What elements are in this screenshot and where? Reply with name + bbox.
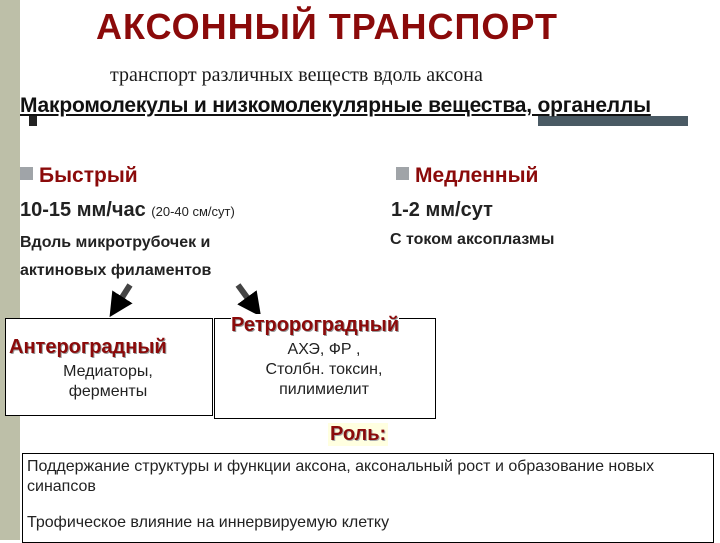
slow-path: С током аксоплазмы	[390, 231, 555, 248]
retrograde-line3: пилимиелит	[279, 381, 369, 398]
retrograde-line1: АХЭ, ФР ,	[287, 341, 361, 358]
anterograde-body	[5, 362, 211, 402]
fast-heading	[20, 164, 138, 188]
retrograde-line2: Столбн. токсин,	[265, 361, 383, 378]
role-item-2: Трофическое влияние на иннервируемую клетку	[27, 514, 390, 531]
anterograde-heading: Антероградный	[9, 336, 167, 358]
fast-speed-line	[20, 199, 235, 222]
fast-path-line1: Вдоль микротрубочек и	[20, 234, 211, 251]
fast-path	[20, 229, 211, 285]
bullet-icon	[20, 167, 33, 180]
down-left-arrow-icon	[116, 285, 130, 307]
fast-label: Быстрый	[39, 164, 138, 187]
slow-speed: 1-2 мм/сут	[391, 199, 493, 221]
anterograde-line1: Медиаторы,	[63, 363, 153, 380]
fast-speed: 10-15 мм/час	[20, 199, 146, 221]
slide-sidebar	[0, 0, 20, 540]
bullet-icon	[396, 167, 409, 180]
down-right-arrow-icon	[238, 285, 254, 307]
role-item-1: Поддержание структуры и функции аксона, аксональный рост и образование новых синапсов	[27, 458, 655, 495]
anterograde-line2: ферменты	[68, 383, 148, 400]
fast-path-line2: актиновых филаментов	[20, 262, 212, 279]
slow-heading	[396, 164, 538, 188]
retrograde-heading: Ретророградный	[231, 314, 400, 336]
fast-speed-note: (20-40 см/сут)	[151, 204, 235, 219]
role-description	[22, 453, 714, 543]
slide-subheading: Макромолекулы и низкомолекулярные вещества, органеллы	[20, 94, 651, 117]
role-heading: Роль:	[330, 423, 387, 445]
slide-title: АКСОННЫЙ ТРАНСПОРТ	[96, 6, 558, 47]
retrograde-body	[214, 340, 434, 400]
slow-label: Медленный	[415, 164, 539, 187]
slide-subtitle: транспорт различных веществ вдоль аксона	[110, 64, 483, 86]
